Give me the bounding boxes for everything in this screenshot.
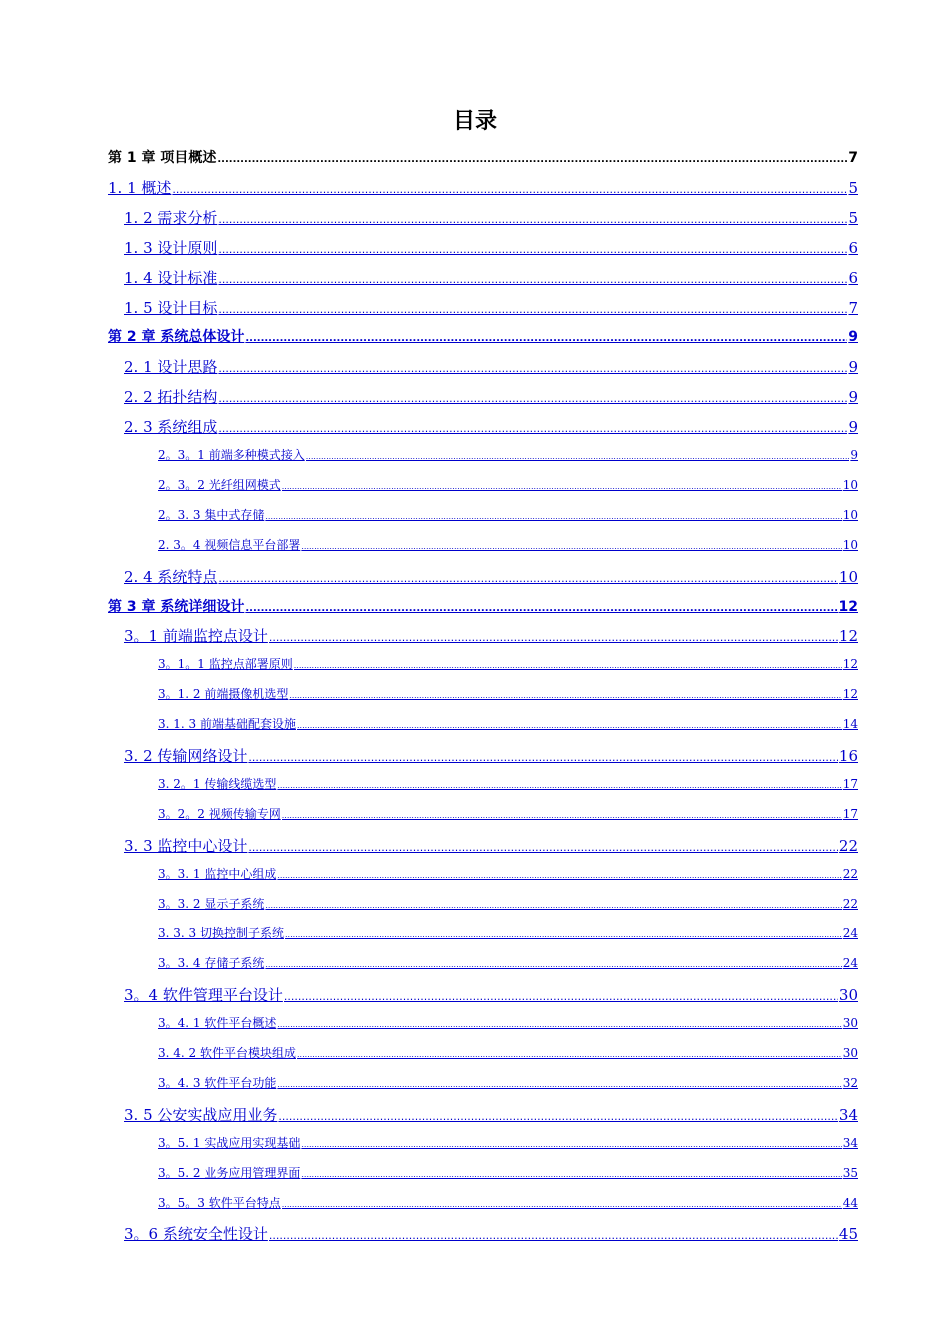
toc-page-number: 17	[842, 806, 858, 821]
toc-page-number: 44	[842, 1195, 858, 1210]
toc-entry-label: 3。4 软件管理平台设计	[124, 986, 283, 1005]
toc-entry[interactable]	[108, 177, 858, 198]
toc-entry[interactable]	[158, 1134, 858, 1151]
toc-entry[interactable]	[124, 356, 858, 377]
toc-leader-dots	[218, 213, 847, 226]
toc-entry[interactable]	[108, 326, 858, 346]
toc-entry-label: 1. 5 设计目标	[124, 298, 218, 317]
toc-entry-label: 3。1. 2 前端摄像机选型	[158, 687, 289, 702]
toc-entry[interactable]	[158, 476, 858, 493]
toc-page-number: 10	[838, 567, 858, 586]
toc-entry[interactable]	[124, 835, 858, 856]
toc-entry[interactable]	[124, 237, 858, 258]
toc-entry[interactable]	[158, 895, 858, 912]
toc-entry-label: 第 2 章 系统总体设计	[108, 329, 245, 346]
toc-page-number: 7	[848, 298, 858, 317]
toc-leader-dots	[289, 691, 841, 700]
toc-entry[interactable]	[158, 865, 858, 882]
toc-leader-dots	[218, 243, 847, 256]
toc-page-number: 12	[842, 687, 858, 702]
toc-entry[interactable]	[158, 775, 858, 792]
toc-leader-dots	[297, 1050, 842, 1059]
toc-entry-label: 3。5. 2 业务应用管理界面	[158, 1165, 301, 1180]
toc-entry-label: 3。4. 1 软件平台概述	[158, 1016, 277, 1031]
toc-entry-label: 2。3。1 前端多种模式接入	[158, 448, 305, 462]
toc-entry-label: 3。3. 1 监控中心组成	[158, 866, 277, 881]
toc-leader-dots	[218, 572, 838, 585]
toc-leader-dots	[245, 333, 847, 344]
toc-leader-dots	[218, 273, 847, 286]
toc-leader-dots	[294, 661, 842, 670]
toc-entry-label: 3. 5 公安实战应用业务	[124, 1105, 278, 1124]
toc-entry-label: 2. 3。4 视频信息平台部署	[158, 537, 301, 552]
toc-entry-label: 3. 4. 2 软件平台模块组成	[158, 1046, 296, 1060]
toc-page-number: 9	[848, 329, 858, 346]
toc-entry-label: 1. 2 需求分析	[124, 208, 218, 227]
toc-leader-dots	[269, 1229, 838, 1242]
toc-page-number: 5	[848, 178, 858, 197]
toc-leader-dots	[172, 183, 847, 196]
toc-entry-label: 3。3. 4 存储子系统	[158, 956, 265, 971]
toc-entry-label: 3。1。1 监控点部署原则	[158, 657, 293, 672]
toc-entry[interactable]	[158, 715, 858, 732]
toc-leader-dots	[277, 1020, 841, 1029]
toc-page-number: 12	[842, 657, 858, 672]
toc-leader-dots	[248, 751, 838, 764]
toc-page-number: 10	[842, 477, 858, 492]
toc-leader-dots	[218, 422, 847, 435]
toc-leader-dots	[301, 542, 841, 551]
toc-entry[interactable]	[124, 297, 858, 318]
toc-leader-dots	[284, 990, 838, 1003]
toc-entry[interactable]	[124, 745, 858, 766]
toc-page-number: 22	[842, 896, 858, 911]
toc-leader-dots	[248, 841, 838, 854]
toc-leader-dots	[218, 303, 847, 316]
toc-entry[interactable]	[158, 1164, 858, 1181]
toc-entry[interactable]	[124, 625, 858, 646]
toc-page-number: 30	[842, 1046, 858, 1060]
toc-entry[interactable]	[158, 506, 858, 523]
toc-page-number: 22	[842, 866, 858, 881]
toc-leader-dots	[265, 512, 841, 521]
toc-entry[interactable]	[124, 984, 858, 1005]
toc-leader-dots	[282, 1200, 842, 1209]
toc-entry-label: 3. 3 监控中心设计	[124, 836, 248, 855]
toc-entry[interactable]	[124, 1223, 858, 1244]
toc-entry-label: 3. 3. 3 切换控制子系统	[158, 926, 284, 941]
toc-leader-dots	[282, 811, 842, 820]
toc-page-number: 14	[842, 717, 858, 732]
toc-page-number: 24	[842, 926, 858, 941]
toc-entry[interactable]	[124, 1104, 858, 1125]
toc-entry[interactable]	[158, 805, 858, 822]
toc-entry-label: 3. 2。1 传输线缆选型	[158, 776, 277, 791]
toc-entry[interactable]	[108, 596, 858, 616]
toc-entry[interactable]	[158, 924, 858, 941]
toc-entry-label: 3。5. 1 实战应用实现基础	[158, 1135, 301, 1150]
toc-entry-label: 第 3 章 系统详细设计	[108, 598, 245, 615]
toc-entry[interactable]	[158, 536, 858, 553]
toc-entry[interactable]	[158, 685, 858, 702]
toc-entry-label: 3。4. 3 软件平台功能	[158, 1075, 277, 1090]
toc-entry-label: 3。1 前端监控点设计	[124, 627, 268, 646]
toc-page-number: 9	[848, 388, 858, 407]
toc-page-number: 12	[838, 627, 858, 646]
toc-entry-label: 第 1 章 项目概述	[108, 150, 217, 166]
toc-leader-dots	[245, 603, 837, 614]
toc-entry[interactable]	[158, 1014, 858, 1031]
toc-entry[interactable]	[158, 655, 858, 672]
toc-page-number: 12	[838, 598, 858, 615]
toc-page-number: 32	[842, 1075, 858, 1090]
toc-page-number: 34	[838, 1105, 858, 1124]
toc-entry-label: 1. 4 设计标准	[124, 268, 218, 287]
toc-page-number: 30	[842, 1016, 858, 1031]
toc-entry-label: 2. 3 系统组成	[124, 418, 218, 437]
toc-page-number: 24	[842, 956, 858, 971]
toc-leader-dots	[277, 781, 841, 790]
toc-leader-dots	[278, 1110, 838, 1123]
toc-leader-dots	[301, 1140, 841, 1149]
toc-page-number: 6	[848, 238, 858, 257]
toc-entry-label: 1. 1 概述	[108, 178, 172, 197]
toc-leader-dots	[301, 1170, 841, 1179]
toc-leader-dots	[265, 901, 841, 910]
toc-title: 目录	[452, 109, 497, 134]
toc-page-number: 10	[842, 507, 858, 522]
toc-page-number: 45	[838, 1225, 858, 1244]
toc-page-number: 9	[850, 448, 858, 462]
toc-leader-dots	[218, 362, 847, 375]
toc-entry-label: 3. 2 传输网络设计	[124, 747, 248, 765]
toc-leader-dots	[285, 930, 842, 939]
toc-leader-dots	[218, 392, 847, 405]
toc-leader-dots	[277, 1080, 841, 1089]
toc-entry[interactable]	[124, 386, 858, 407]
toc-page-number: 5	[848, 208, 858, 227]
toc-entry[interactable]	[158, 954, 858, 971]
toc-entry[interactable]	[158, 446, 858, 463]
toc-leader-dots	[265, 960, 841, 969]
toc-entry-label: 3. 1. 3 前端基础配套设施	[158, 717, 296, 732]
toc-entry-label: 3。3. 2 显示子系统	[158, 896, 265, 911]
toc-leader-dots	[297, 721, 842, 730]
toc-leader-dots	[306, 452, 850, 461]
toc-page-number: 9	[848, 418, 858, 437]
toc-entry-label: 1. 3 设计原则	[124, 238, 218, 257]
toc-page-number: 34	[842, 1135, 858, 1150]
toc-entry-label: 2。3。2 光纤组网模式	[158, 477, 281, 492]
toc-entry[interactable]	[124, 267, 858, 288]
toc-leader-dots	[217, 154, 847, 165]
toc-entry[interactable]	[124, 566, 858, 587]
toc-entry-label: 3。2。2 视频传输专网	[158, 806, 281, 821]
toc-entry[interactable]	[158, 1194, 858, 1211]
toc-page-number: 10	[842, 537, 858, 552]
toc-entry	[108, 147, 858, 167]
toc-page-number: 6	[848, 268, 858, 287]
toc-entry[interactable]	[158, 1044, 858, 1061]
toc-page-number: 16	[838, 747, 858, 765]
toc-entry-label: 3。6 系统安全性设计	[124, 1225, 268, 1244]
toc-page-number: 9	[848, 358, 858, 377]
toc-entry-label: 2. 2 拓扑结构	[124, 388, 218, 407]
toc-page-number: 7	[848, 150, 858, 166]
toc-leader-dots	[269, 631, 838, 644]
toc-leader-dots	[282, 482, 842, 491]
toc-page-number: 30	[838, 986, 858, 1005]
toc-page-number: 17	[842, 776, 858, 791]
toc-entry-label: 2。3. 3 集中式存储	[158, 507, 265, 522]
toc-entry[interactable]	[124, 416, 858, 437]
toc-entry[interactable]	[158, 1074, 858, 1091]
toc-entry-label: 2. 4 系统特点	[124, 567, 218, 586]
toc-page-number: 22	[838, 836, 858, 855]
toc-entry[interactable]	[124, 207, 858, 228]
toc-entry-label: 3。5。3 软件平台特点	[158, 1195, 281, 1210]
toc-entry-label: 2. 1 设计思路	[124, 358, 218, 377]
toc-page-number: 35	[842, 1165, 858, 1180]
toc-leader-dots	[277, 871, 841, 880]
